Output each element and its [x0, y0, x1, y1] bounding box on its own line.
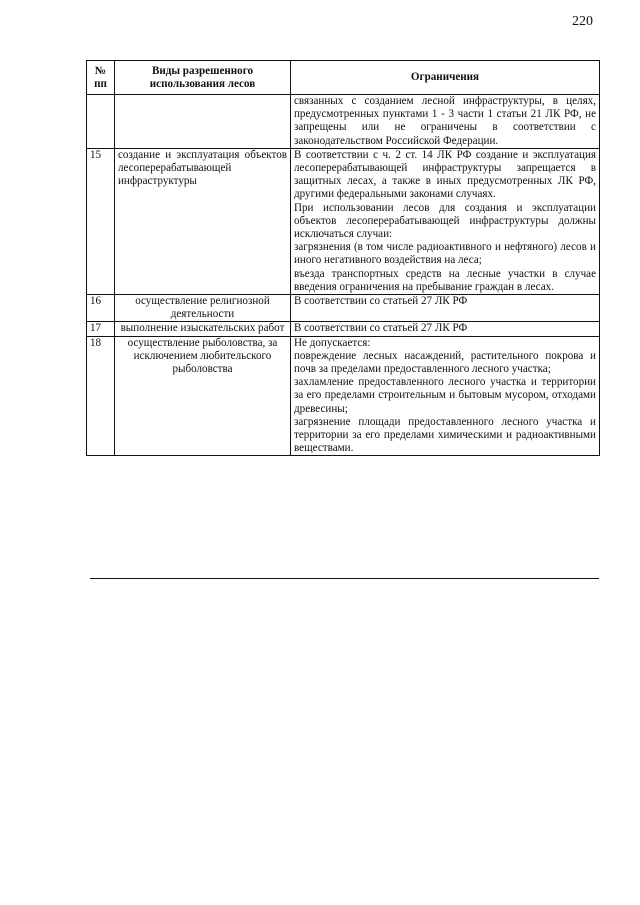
limit-paragraph: В соответствии с ч. 2 ст. 14 ЛК РФ создание и эксплуатация лесоперерабатывающей инфраструктуры запрещается в защитных лесах, а также в иных предусмотренных ЛК РФ, другими федеральными законами случаях. [294, 148, 596, 201]
table-row [87, 295, 600, 322]
row-number: 15 [87, 148, 115, 294]
table-header-row [87, 61, 600, 95]
row-limits [291, 148, 600, 294]
header-number [87, 61, 115, 95]
row-kind: создание и эксплуатация объектов лесоперерабатывающей инфраструктуры [115, 148, 291, 294]
table-row [87, 322, 600, 336]
row-kind: осуществление рыболовства, за исключением любительского рыболовства [115, 336, 291, 456]
footer-divider [90, 578, 599, 579]
limit-paragraph: повреждение лесных насаждений, растительного покрова и почв за пределами предоставленного лесного участка; [294, 349, 596, 376]
table-row [87, 336, 600, 456]
row-kind [115, 95, 291, 149]
header-limits: Ограничения [291, 61, 600, 95]
limit-paragraph: въезда транспортных средств на лесные участки в случае введения ограничения на пребывание граждан в лесах. [294, 267, 596, 293]
page-number: 220 [572, 14, 593, 29]
row-number: 18 [87, 336, 115, 456]
row-limits [291, 295, 600, 322]
limit-paragraph: загрязнение площади предоставленного лесного участка и территории за его пределами химическими и радиоактивными веществами. [294, 415, 596, 455]
row-kind: выполнение изыскательских работ [115, 322, 291, 336]
limit-paragraph: В соответствии со статьей 27 ЛК РФ [294, 322, 468, 335]
limit-paragraph: связанных с созданием лесной инфраструктуры, в целях, предусмотренных пунктами 1 - 3 части 1 статьи 21 ЛК РФ, не запрещены или не ограничены в соответствии с законодательством Российской Федерации. [294, 95, 596, 147]
table-row [87, 95, 600, 149]
limit-paragraph: В соответствии со статьей 27 ЛК РФ [294, 295, 468, 308]
header-kind-line-1: Виды разрешенного [151, 64, 254, 77]
table-row [87, 148, 600, 294]
row-number: 16 [87, 295, 115, 322]
limit-paragraph: загрязнения (в том числе радиоактивного и нефтяного) лесов и иного негативного воздействия на леса; [294, 241, 596, 267]
row-kind: осуществление религиозной деятельности [115, 295, 291, 322]
header-kind-line-2: использования лесов [149, 77, 256, 90]
limit-paragraph: При использовании лесов для создания и эксплуатации объектов лесоперерабатывающей инфраструктуры должны исключаться случаи: [294, 201, 596, 241]
limit-paragraph: захламление предоставленного лесного участка и территории за его пределами строительным и бытовым мусором, отходами древесины; [294, 376, 596, 415]
limit-paragraph: Не допускается: [294, 336, 371, 349]
header-number-line-1: № [94, 64, 107, 77]
header-kind [115, 61, 291, 95]
header-number-line-2: пп [94, 77, 107, 90]
restrictions-table [86, 60, 600, 456]
row-limits [291, 322, 600, 336]
row-limits [291, 95, 600, 149]
row-number [87, 95, 115, 149]
row-limits [291, 336, 600, 456]
row-number: 17 [87, 322, 115, 336]
